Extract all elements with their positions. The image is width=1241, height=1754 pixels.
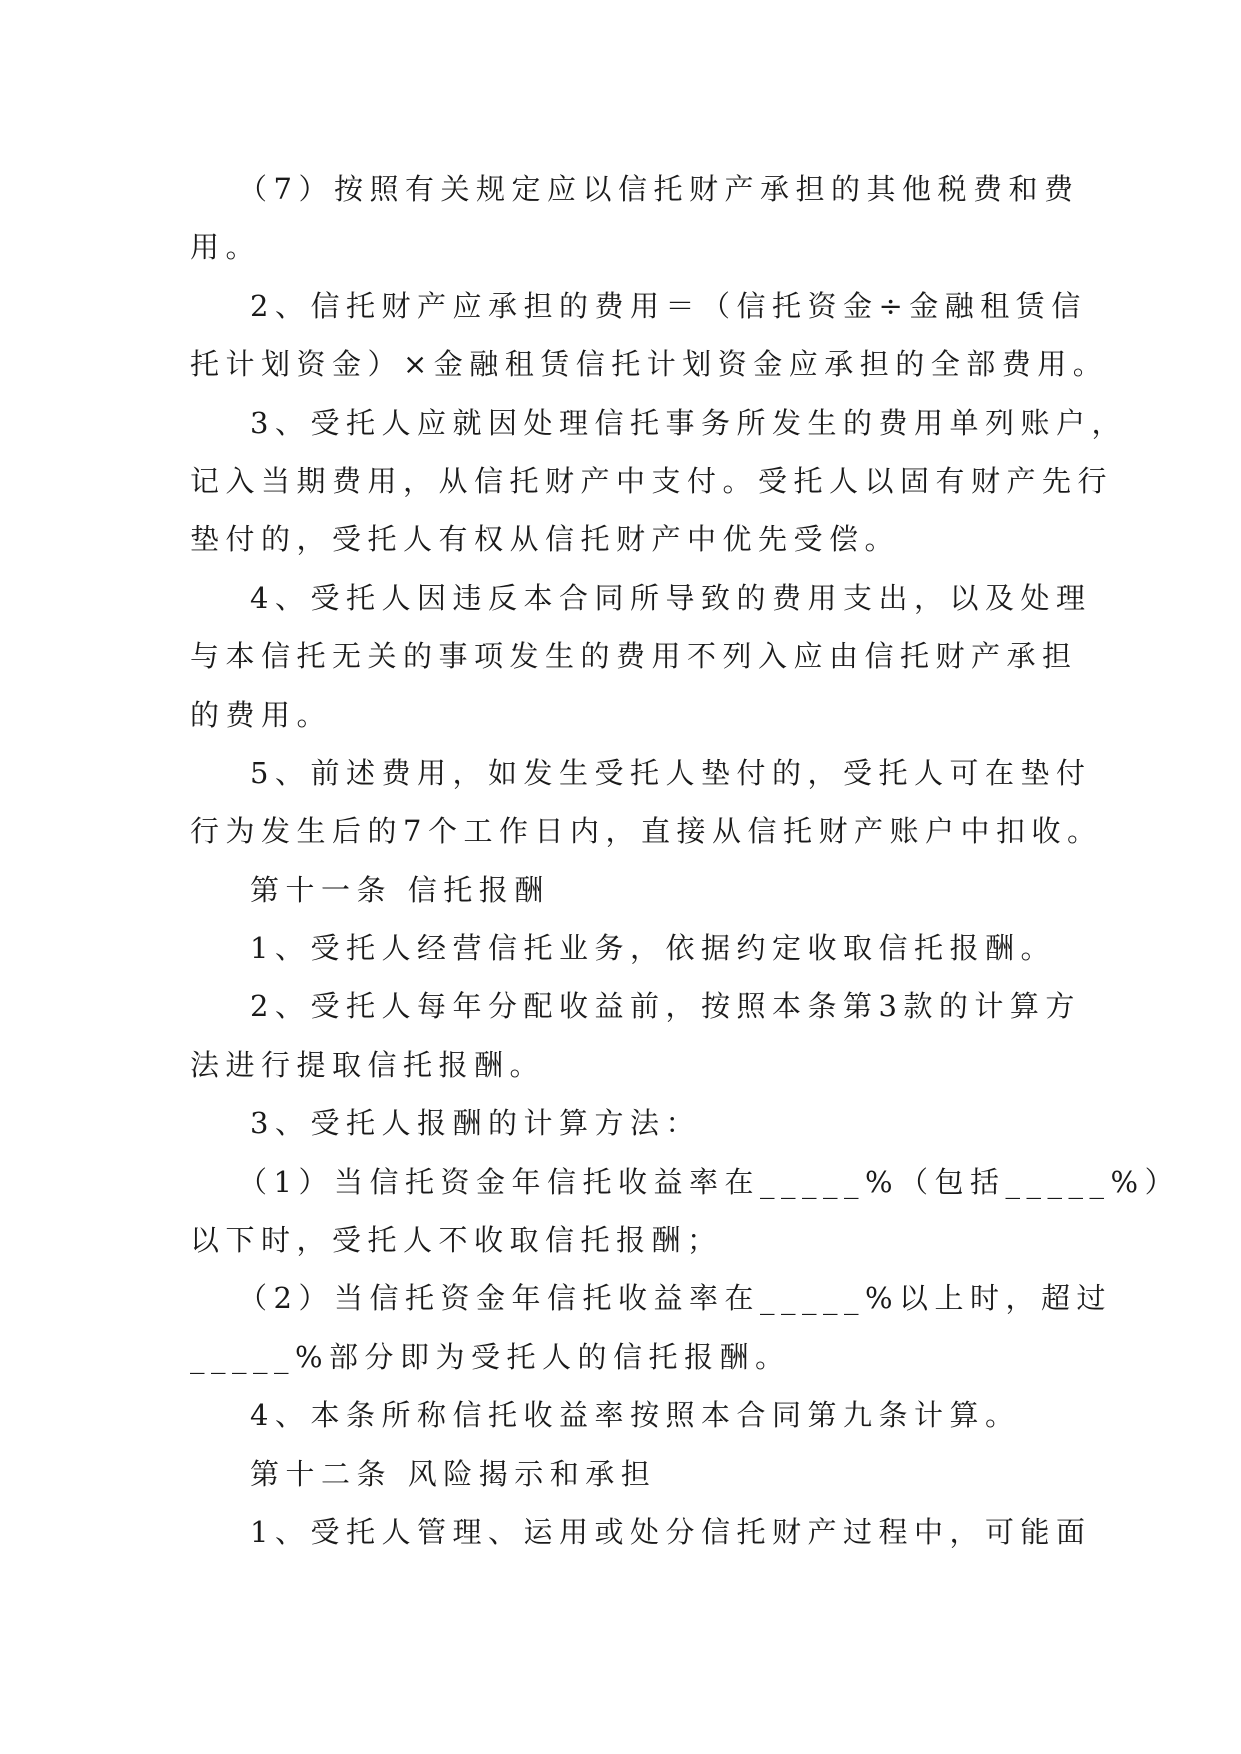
text-line: _____%部分即为受托人的信托报酬。 bbox=[190, 1339, 791, 1374]
text-line: 以下时，受托人不收取信托报酬； bbox=[190, 1223, 723, 1258]
text-line: 3、受托人报酬的计算方法： bbox=[250, 1106, 701, 1141]
section-heading: 第十二条 风险揭示和承担 bbox=[250, 1456, 657, 1491]
text-line: 垫付的，受托人有权从信托财产中优先受偿。 bbox=[190, 522, 901, 557]
text-line: 4、本条所称信托收益率按照本合同第九条计算。 bbox=[250, 1398, 1021, 1433]
text-line: 法进行提取信托报酬。 bbox=[190, 1047, 546, 1082]
text-line: 1、受托人管理、运用或处分信托财产过程中，可能面 bbox=[250, 1514, 1092, 1549]
text-line: 1、受托人经营信托业务，依据约定收取信托报酬。 bbox=[250, 931, 1056, 966]
text-line: 的费用。 bbox=[190, 697, 333, 732]
text-line: 2、信托财产应承担的费用＝（信托资金÷金融租赁信 bbox=[250, 288, 1087, 323]
text-line: 托计划资金）×金融租赁信托计划资金应承担的全部费用。 bbox=[190, 347, 1109, 382]
text-line: （1）当信托资金年信托收益率在_____%（包括_____%） bbox=[238, 1164, 1181, 1199]
section-heading: 第十一条 信托报酬 bbox=[250, 872, 550, 907]
document-body bbox=[190, 160, 1181, 1561]
text-line: 行为发生后的7个工作日内，直接从信托财产账户中扣收。 bbox=[190, 814, 1103, 849]
text-line: 4、受托人因违反本合同所导致的费用支出，以及处理 bbox=[250, 580, 1092, 615]
text-line: 5、前述费用，如发生受托人垫付的，受托人可在垫付 bbox=[250, 755, 1092, 790]
text-line: （7）按照有关规定应以信托财产承担的其他税费和费 bbox=[238, 172, 1080, 206]
text-line: （2）当信托资金年信托收益率在_____%以上时，超过 bbox=[238, 1281, 1113, 1316]
text-line: 与本信托无关的事项发生的费用不列入应由信托财产承担 bbox=[190, 639, 1078, 674]
text-line: 用。 bbox=[190, 230, 262, 265]
text-line: 记入当期费用，从信托财产中支付。受托人以固有财产先行 bbox=[190, 463, 1114, 498]
text-line: 2、受托人每年分配收益前，按照本条第3款的计算方 bbox=[250, 989, 1081, 1024]
text-line: 3、受托人应就因处理信托事务所发生的费用单列账户， bbox=[250, 405, 1127, 440]
